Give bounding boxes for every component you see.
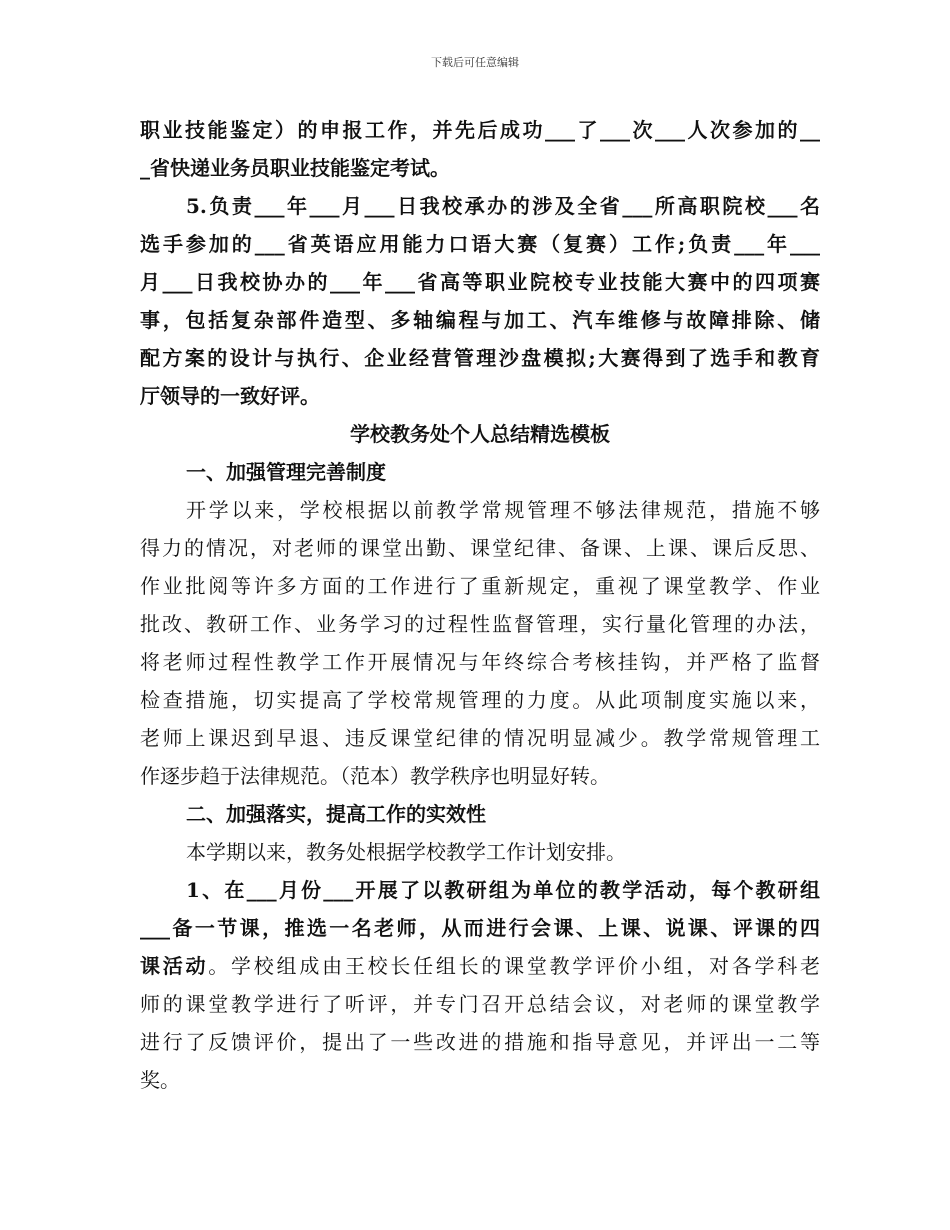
p5-line-6: 奖。 — [140, 1068, 180, 1092]
p3-line-8: 作逐步趋于法律规范。（范本）教学秩序也明显好转。 — [140, 764, 610, 788]
p2-line-5: 配方案的设计与执行、企业经营管理沙盘模拟;大赛得到了选手和教育 — [140, 346, 820, 370]
p5-line-5: 进行了反馈评价，提出了一些改进的措施和指导意见，并评出一二等 — [140, 1030, 820, 1054]
p1-line-1: 职业技能鉴定）的申报工作，并先后成功___了___次___人次参加的__ — [140, 118, 820, 142]
p5-line-3 — [140, 947, 820, 985]
header-note: 下载后可任意编辑 — [431, 56, 519, 69]
p3-line-6: 检查措施，切实提高了学校常规管理的力度。从此项制度实施以来， — [140, 688, 820, 712]
p2-line-4: 事，包括复杂部件造型、多轴编程与加工、汽车维修与故障排除、储 — [140, 308, 820, 332]
p5-line-2: ___备一节课，推选一名老师，从而进行会课、上课、说课、评课的四 — [140, 916, 820, 940]
p5-line-1: 1、在___月份___开展了以教研组为单位的教学活动，每个教研组 — [186, 878, 820, 902]
heading-1: 一、加强管理完善制度 — [186, 460, 386, 484]
p3-line-4: 批改、教研工作、业务学习的过程性监督管理，实行量化管理的办法， — [140, 612, 820, 636]
heading-2: 二、加强落实，提高工作的实效性 — [186, 802, 486, 826]
p3-line-1: 开学以来，学校根据以前教学常规管理不够法律规范，措施不够 — [186, 498, 820, 522]
p3-line-2: 得力的情况，对老师的课堂出勤、课堂纪律、备课、上课、课后反思、 — [140, 536, 820, 560]
section-title: 学校教务处个人总结精选模板 — [350, 422, 610, 446]
p5-line-3-bold: 课活动 — [140, 954, 209, 978]
p2-line-6: 厅领导的一致好评。 — [140, 384, 320, 408]
p3-line-3: 作业批阅等许多方面的工作进行了重新规定，重视了课堂教学、作业 — [140, 574, 820, 598]
p4-line-1: 本学期以来，教务处根据学校教学工作计划安排。 — [186, 840, 626, 864]
document-body — [140, 111, 820, 1099]
p2-line-3: 月___日我校协办的___年___省高等职业院校专业技能大赛中的四项赛 — [140, 270, 820, 294]
p3-line-5: 将老师过程性教学工作开展情况与年终综合考核挂钩，并严格了监督 — [140, 650, 820, 674]
p2-line-2: 选手参加的___省英语应用能力口语大赛（复赛）工作;负责___年___ — [140, 232, 820, 256]
p5-line-4: 师的课堂教学进行了听评，并专门召开总结会议，对老师的课堂教学 — [140, 992, 820, 1016]
p5-line-3-rest: 。学校组成由王校长任组长的课堂教学评价小组，对各学科老 — [208, 954, 821, 978]
p2-line-1: 5.负责___年___月___日我校承办的涉及全省___所高职院校___名 — [186, 194, 820, 218]
p1-line-2: _省快递业务员职业技能鉴定考试。 — [140, 156, 450, 180]
p3-line-7: 老师上课迟到早退、违反课堂纪律的情况明显减少。教学常规管理工 — [140, 726, 820, 750]
